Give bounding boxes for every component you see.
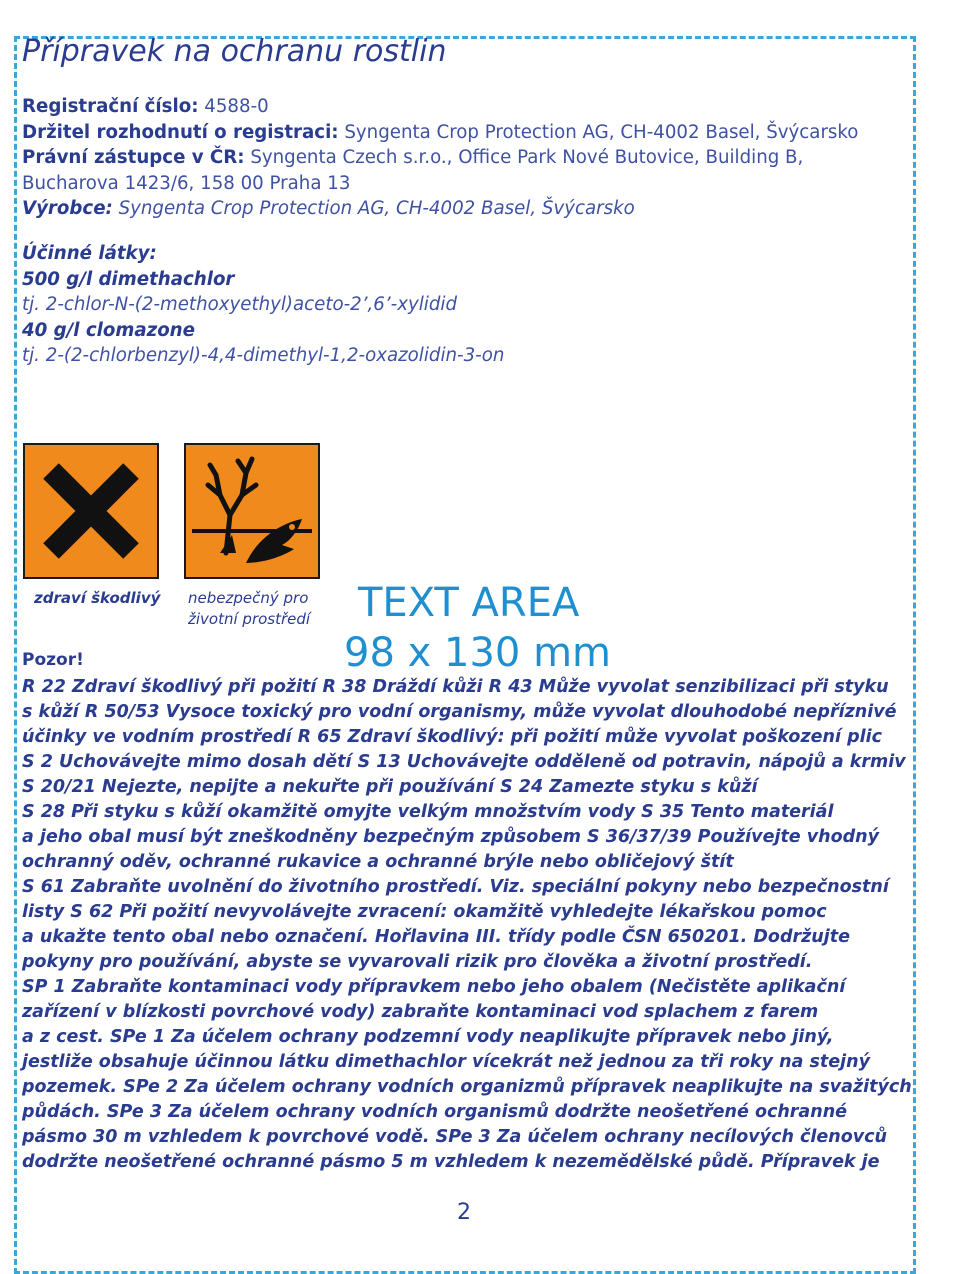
registration-line [22, 94, 858, 120]
safety-phrase-line: SP 1 Zabraňte kontaminaci vody přípravkem nebo jeho obalem (Nečistěte aplikační [22, 977, 846, 997]
safety-phrase-line: pozemek. SPe 2 Za účelem ochrany vodních organizmů přípravek neaplikujte na svažitých [22, 1077, 912, 1097]
substance-name: 500 g/l dimethachlor [22, 268, 235, 290]
safety-phrase-line: jestliže obsahuje účinnou látku dimethachlor vícekrát než jednou za tři roky na stejný [22, 1052, 871, 1072]
manufacturer-label: Výrobce: [22, 198, 113, 219]
holder-label: Držitel rozhodnutí o registraci: [22, 121, 339, 143]
representative-line [22, 145, 858, 171]
harmful-x-icon [23, 443, 159, 579]
holder-line [22, 120, 858, 146]
harmful-caption: zdraví škodlivý [34, 589, 161, 607]
environment-caption-line1: nebezpečný pro [188, 589, 309, 607]
registration-value: 4588-0 [198, 96, 269, 117]
substances-label: Účinné látky: [22, 243, 157, 264]
safety-phrase-line: S 28 Při styku s kůží okamžitě omyjte velkým množstvím vody S 35 Tento materiál [22, 802, 834, 822]
safety-phrase-line: pásmo 30 m vzhledem k povrchové vodě. SPe 3 Za účelem ochrany necílových členovců [22, 1127, 887, 1147]
warning-heading: Pozor! [22, 650, 84, 670]
registration-info [22, 94, 858, 222]
manufacturer-value: Syngenta Crop Protection AG, CH-4002 Basel, Švýcarsko [112, 198, 635, 219]
safety-phrase-line: půdách. SPe 3 Za účelem ochrany vodních organismů dodržte neošetřené ochranné [22, 1102, 848, 1122]
page-title: Přípravek na ochranu rostlin [22, 34, 447, 69]
safety-phrase-line: dodržte neošetřené ochranné pásmo 5 m vzhledem k nezemědělské půdě. Přípravek je [22, 1152, 880, 1172]
active-substances [22, 241, 504, 369]
safety-phrase-line: zařízení v blízkosti povrchové vody) zabraňte kontaminaci vod splachem z farem [22, 1002, 819, 1022]
safety-phrase-line: R 22 Zdraví škodlivý při požití R 38 Dráždí kůži R 43 Může vyvolat senzibilizaci při styku [22, 677, 889, 697]
safety-phrase-line: S 2 Uchovávejte mimo dosah dětí S 13 Uchovávejte odděleně od potravin, nápojů a krmiv [22, 752, 906, 772]
substance-chem: tj. 2-(2-chlorbenzyl)-4,4-dimethyl-1,2-oxazolidin-3-on [22, 345, 505, 366]
environment-hazard-icon [184, 443, 320, 579]
text-area-label: TEXT AREA [358, 580, 580, 626]
substance-name: 40 g/l clomazone [22, 319, 195, 341]
page-number: 2 [457, 1200, 471, 1225]
safety-phrase-line: účinky ve vodním prostředí R 65 Zdraví škodlivý: při požití může vyvolat poškození plic [22, 727, 882, 747]
representative-value: Syngenta Czech s.r.o., Office Park Nové Butovice, Building B, [244, 147, 804, 168]
safety-phrase-line: a jeho obal musí být zneškodněny bezpečným způsobem S 36/37/39 Používejte vhodný [22, 827, 880, 847]
substance-chem: tj. 2-chlor-N-(2-methoxyethyl)aceto-2’,6’-xylidid [22, 294, 457, 315]
environment-caption-line2: životní prostředí [188, 610, 311, 628]
safety-phrase-line: pokyny pro používání, abyste se vyvarovali rizik pro člověka a životní prostředí. [22, 952, 813, 972]
manufacturer-line [22, 196, 858, 222]
holder-value: Syngenta Crop Protection AG, CH-4002 Basel, Švýcarsko [338, 121, 859, 143]
environment-caption [188, 588, 310, 630]
safety-phrase-line: S 61 Zabraňte uvolnění do životního prostředí. Viz. speciální pokyny nebo bezpečnostní [22, 877, 889, 897]
text-area-size: 98 x 130 mm [344, 630, 611, 676]
safety-phrase-line: listy S 62 Při požití nevyvolávejte zvracení: okamžitě vyhledejte lékařskou pomoc [22, 902, 827, 922]
safety-phrase-line: a ukažte tento obal nebo označení. Hořlavina III. třídy podle ČSN 650201. Dodržujte [22, 927, 850, 947]
safety-phrase-line: S 20/21 Nejezte, nepijte a nekuřte při používání S 24 Zamezte styku s kůží [22, 777, 758, 797]
representative-address: Bucharova 1423/6, 158 00 Praha 13 [22, 172, 351, 194]
safety-phrases [22, 675, 917, 1175]
representative-label: Právní zástupce v ČR: [22, 147, 245, 168]
safety-phrase-line: ochranný oděv, ochranné rukavice a ochranné brýle nebo obličejový štít [22, 852, 734, 872]
registration-label: Registrační číslo: [22, 96, 199, 117]
safety-phrase-line: a z cest. SPe 1 Za účelem ochrany podzemní vody neaplikujte přípravek nebo jiný, [22, 1027, 834, 1047]
safety-phrase-line: s kůží R 50/53 Vysoce toxický pro vodní organismy, může vyvolat dlouhodobé nepříznivé [22, 702, 897, 722]
